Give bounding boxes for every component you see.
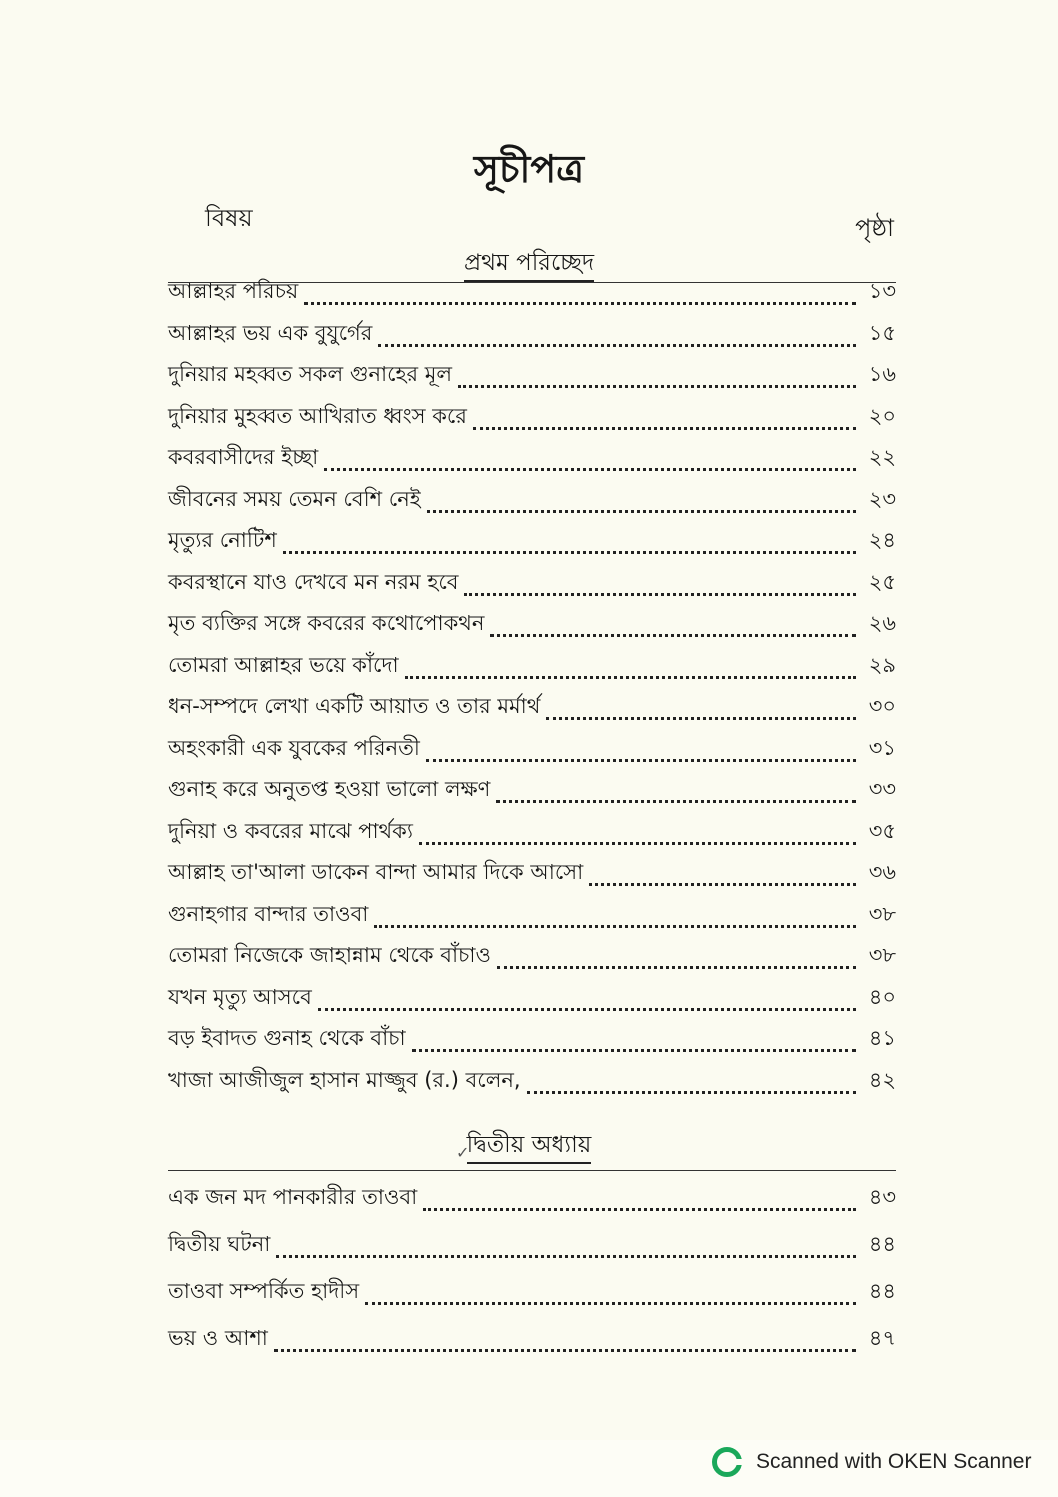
toc-entry-title: তোমরা নিজেকে জাহান্নাম থেকে বাঁচাও [168, 943, 491, 967]
toc-entry-page: ২০ [868, 403, 896, 428]
toc-entry [168, 602, 896, 642]
dot-leader [412, 1048, 856, 1052]
dot-leader [374, 924, 856, 928]
toc-entry-title: মৃত ব্যক্তির সঙ্গে কবরের কথোপোকথন [168, 611, 485, 635]
dot-leader [426, 758, 856, 762]
toc-entry [168, 1176, 896, 1216]
toc-entry-title: তোমরা আল্লাহর ভয়ে কাঁদো [168, 652, 399, 677]
toc-entry [168, 270, 896, 310]
toc-entry-page: ৩৮ [868, 901, 896, 926]
dot-leader [274, 1348, 856, 1352]
toc-entry-page: ৩১ [868, 735, 896, 760]
toc-entry-title: দুনিয়ার মহব্বত সকল গুনাহের মূল [168, 362, 453, 386]
dot-leader [324, 467, 856, 471]
toc-entry-title: দুনিয়া ও কবরের মাঝে পার্থক্য [168, 818, 413, 843]
toc-entry [168, 976, 896, 1016]
section-separator [168, 1170, 896, 1171]
toc-entry [168, 395, 896, 435]
dot-leader [464, 592, 856, 596]
toc-entry-page: ৪৩ [868, 1185, 896, 1209]
toc-entry-page: ৪০ [868, 984, 896, 1009]
toc-entry-title: আল্লাহ তা'আলা ডাকেন বান্দা আমার দিকে আসো [168, 860, 584, 884]
toc-entry-page: ৪২ [868, 1067, 896, 1092]
toc-entry [168, 312, 896, 352]
toc-entry [168, 1317, 896, 1357]
toc-entry-title: আল্লাহর ভয় এক বুযুর্গের [168, 320, 373, 345]
dot-leader [497, 965, 856, 969]
toc-entry-page: ২৯ [868, 652, 896, 677]
toc-entry [168, 727, 896, 767]
toc-entry-title: এক জন মদ পানকারীর তাওবা [168, 1185, 418, 1209]
dot-leader [419, 841, 856, 845]
toc-entry-title: ভয় ও আশা [168, 1326, 268, 1350]
dot-leader [283, 550, 856, 554]
page-title: সূচীপত্র [473, 147, 585, 191]
scanner-logo-icon [712, 1447, 742, 1477]
toc-entry-title: তাওবা সম্পর্কিত হাদীস [168, 1279, 360, 1303]
dot-leader [276, 1254, 856, 1258]
dot-leader [458, 384, 856, 388]
dot-leader [423, 1207, 856, 1211]
toc-entry-page: ৪৭ [868, 1326, 896, 1350]
dot-leader [405, 675, 856, 679]
toc-entry-title: কবরস্থানে যাও দেখবে মন নরম হবে [168, 569, 459, 594]
toc-entry-title: ধন-সম্পদে লেখা একটি আয়াত ও তার মর্মার্থ [168, 694, 541, 718]
dot-leader [589, 882, 856, 886]
toc-entry [168, 851, 896, 891]
dot-leader [427, 509, 856, 513]
toc-entry-title: মৃত্যুর নোটিশ [168, 528, 277, 552]
toc-entry [168, 810, 896, 850]
toc-entry [168, 644, 896, 684]
dot-leader [318, 1007, 856, 1011]
dot-leader [365, 1301, 856, 1305]
toc-entry [168, 685, 896, 725]
dot-leader [496, 799, 856, 803]
toc-entry-page: ২৪ [868, 528, 896, 552]
toc-entry-page: ৩৩ [868, 777, 896, 801]
toc-entry [168, 561, 896, 601]
dot-leader [527, 1090, 856, 1094]
dot-leader [546, 716, 856, 720]
toc-entry-title: আল্লাহর পরিচয় [168, 279, 299, 303]
dot-leader [473, 426, 856, 430]
toc-entry-title: বড় ইবাদত গুনাহ থেকে বাঁচা [168, 1026, 406, 1050]
section-heading-2 [0, 1126, 1058, 1165]
toc-entry-title: অহংকারী এক যুবকের পরিনতী [168, 735, 420, 760]
toc-entry-title: গুনাহগার বান্দার তাওবা [168, 901, 369, 926]
toc-entry-page: ৩৬ [868, 860, 896, 884]
pencil-tick-mark: ✓ [456, 1143, 470, 1162]
toc-entry [168, 768, 896, 808]
toc-entry-title: জীবনের সময় তেমন বেশি নেই [168, 486, 421, 511]
toc-entry-page: ৩৫ [868, 818, 896, 843]
toc-entry [168, 436, 896, 476]
toc-entry [168, 1017, 896, 1057]
dot-leader [378, 343, 856, 347]
toc-entry [168, 353, 896, 393]
toc-entry-title: দুনিয়ার মুহব্বত আখিরাত ধ্বংস করে [168, 403, 467, 428]
toc-entry-page: ২৬ [868, 611, 896, 635]
toc-entry-page: ১৫ [868, 320, 896, 345]
toc-entry-page: ৩০ [868, 694, 896, 718]
dot-leader [490, 633, 856, 637]
toc-entry-page: ৪৪ [868, 1279, 896, 1303]
toc-entry-page: ৪৪ [868, 1232, 896, 1256]
toc-entry-title: দ্বিতীয় ঘটনা [168, 1232, 271, 1256]
section-heading-1-label: প্রথম পরিচ্ছেদ [464, 250, 594, 282]
toc-entry-title: গুনাহ করে অনুতপ্ত হওয়া ভালো লক্ষণ [168, 777, 491, 801]
toc-entry [168, 1223, 896, 1263]
toc-entry [168, 1059, 896, 1099]
dot-leader [304, 301, 856, 305]
toc-entry-page: ১৩ [868, 279, 896, 303]
toc-entry-page: ২৫ [868, 569, 896, 594]
toc-entry [168, 934, 896, 974]
toc-entry-page: ১৬ [868, 362, 896, 386]
column-header-page: পৃষ্ঠা [855, 214, 894, 242]
toc-entry-page: ৪১ [868, 1026, 896, 1050]
toc-entry-title: যখন মৃত্যু আসবে [168, 984, 312, 1009]
toc-entry [168, 519, 896, 559]
column-header-subject: বিষয় [205, 204, 253, 232]
toc-entry [168, 478, 896, 518]
section-heading-2-label: দ্বিতীয় অধ্যায় [467, 1132, 592, 1164]
toc-entry-title: খাজা আজীজুল হাসান মাজ্জুব (র.) বলেন, [168, 1067, 521, 1092]
toc-entry [168, 1270, 896, 1310]
toc-entry-page: ২৩ [868, 486, 896, 511]
toc-entry [168, 893, 896, 933]
toc-entry-page: ৩৮ [868, 943, 896, 967]
toc-entry-title: কবরবাসীদের ইচ্ছা [168, 445, 319, 469]
scanner-watermark [712, 1447, 1031, 1477]
toc-entry-page: ২২ [868, 445, 896, 469]
scanner-watermark-text: Scanned with OKEN Scanner [756, 1450, 1032, 1473]
